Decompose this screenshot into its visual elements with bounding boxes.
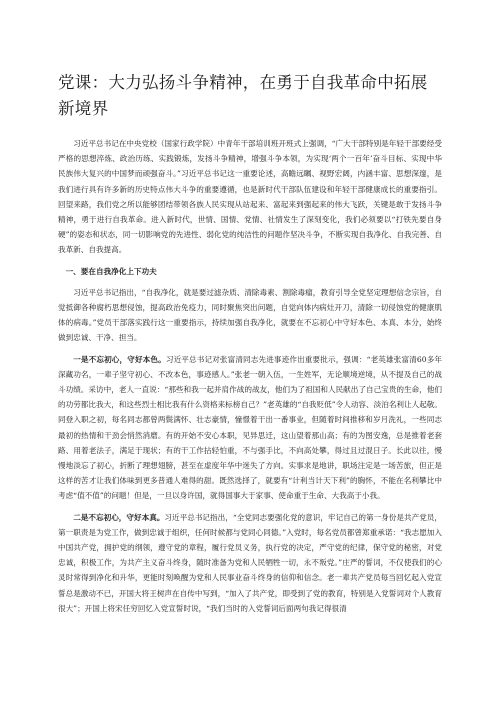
- paragraph-section-1: 习近平总书记指出，“自我净化，就是要过滤杂质、清除毒素、割除毒瘤，教育引导全党坚定理想信念宗旨，自觉抵御各种腐朽思想侵蚀，提高政治免疫力，同时聚焦突出问题，自觉向体内病灶开刀，清除一切侵蚀党的健康肌体的病毒。”党员干部落实践行这一重要指示，持续加强自我净化，就要在不忘初心中守好本色、本真、本分，始终做到忠诚、干净、担当。: [58, 287, 442, 343]
- paragraph-point-1: [58, 352, 442, 504]
- paragraph-point-2: [58, 510, 442, 616]
- point-1-text: 习近平总书记对张富清同志先进事迹作出重要批示，强调：“老英雄张富清60多年深藏功名，一辈子坚守初心、不改本色，事迹感人。”张老一朝入伍，一生姓军，无论顺境逆境，从不提及自己的战斗功绩。采访中，老人一直说：“那些和我一起并肩作战的战友，他们为了祖国和人民献出了自己宝贵的生命，他们的功劳都比我大，和这些烈士相比我有什么资格来标榜自己？”老英雄的“自我贬低”令人动容、淡泊名利让人起敬。同登入职之初，每名同志都曾两鬓满怀、壮志豪情，憧憬着干出一番事业，但随着时间推移和岁月洗礼，一些同志最初的热情和干劲会悄然消磨。有的开始不安心本职，见异思迁，这山望着那山高；有的为图安逸，总是推着老套路、用着老法子，满足于现状；有的干工作拈轻怕重，不与强手比，不向高处攀，得过且过混日子。长此以往，慢慢地淡忘了初心，折断了理想翅膀，甚至在虚度年华中迷失了方向。实事求是地讲，职场注定是一场苦旅，但正是这样的苦才让我们体味到更多普通人难得的甜。既然选择了，就要有“计利当计天下利”的胸怀，不能在名利攀比中考虑“值不值”的问题！但是，一旦以身许国，就得国事大于家事、使命重于生命、大我高于小我。: [58, 354, 443, 501]
- point-2-text: 习近平总书记指出，“全党同志要强化党的意识，牢记自己的第一身份是共产党员，第一职责是为党工作，做到忠诚于组织，任何时候都与党同心同德。”入党时，每名党员都曾郑重承诺：“我志愿加入中国共产党，拥护党的纲领，遵守党的章程，履行党员义务，执行党的决定，严守党的纪律，保守党的秘密，对党忠诚，积极工作，为共产主义奋斗终身，随时准备为党和人民牺牲一切，永不叛党。”庄严的誓词，不仅使我们的心灵时常得到净化和升华，更能时刻唤醒为党和人民事业奋斗终身的信仰和信念。老一辈共产党员每当回忆起入党宣誓总是激动不已，开国大将王树声在自传中写到，“加入了共产党，即受到了党的教育，特别是入党誓词对个人教育很大”；开国上将宋任穷回忆入党宣誓时说，“我们当时的入党誓词后面两句我记得很清: [58, 512, 442, 613]
- point-1-lead: 一是不忘初心，守好本色。: [73, 354, 166, 364]
- document-title: 党课：大力弘扬斗争精神，在勇于自我革命中拓展新境界: [58, 73, 428, 118]
- section-heading-1: 一、要在自我净化上下功夫: [65, 266, 157, 276]
- paragraph-intro: 习近平总书记在中央党校（国家行政学院）中青年干部培训班开班式上强调，“广大干部特别是年轻干部要经受严格的思想淬炼、政治历练、实践锻炼，发扬斗争精神，增强斗争本领，为实现‘两个一百年’奋斗目标、实现中华民族伟大复兴的中国梦而顽强奋斗。”习近平总书记这一重要论述，高瞻远瞩、视野宏阔，内涵丰富、思想深邃，是我们进行具有许多新的历史特点伟大斗争的重要遵循，也是新时代干部队伍建设和年轻干部健康成长的重要指引。回望来路，我们党之所以能够团结带领各族人民实现从站起来、富起来到强起来的伟大飞跃，关键是敢于发扬斗争精神，勇于进行自我革命。进入新时代，世情、国情、党情、社情发生了深刻变化，我们必须要以“打铁先要自身硬”的姿态和状态，同一切影响党的先进性、弱化党的纯洁性的问题作坚决斗争，不断实现自我净化、自我完善、自我革新、自我提高。: [58, 139, 442, 255]
- point-2-lead: 二是不忘初心，守好本真。: [73, 512, 165, 522]
- document-body: [58, 136, 442, 616]
